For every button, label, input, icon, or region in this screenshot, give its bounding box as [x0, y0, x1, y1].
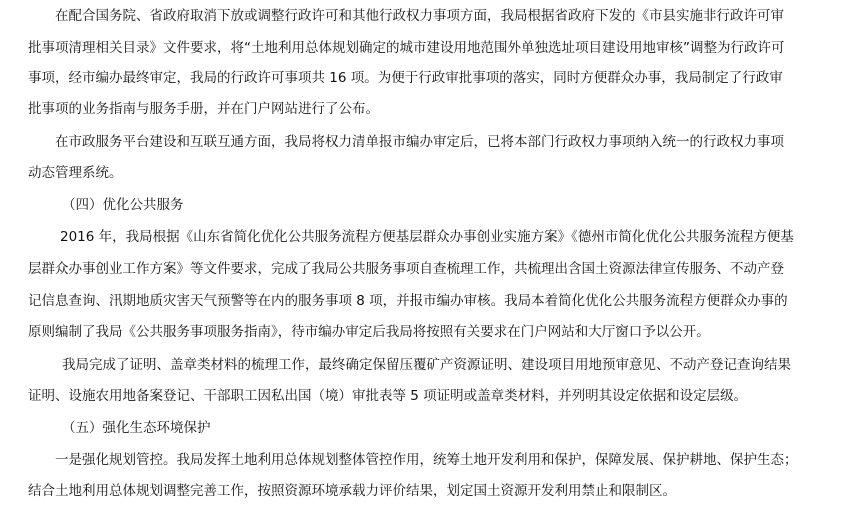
paragraph-line: 结合土地利用总体规划调整完善工作，按照资源环境承载力评价结果，划定国土资源开发利用禁止和限制区。: [28, 483, 676, 499]
paragraph-line: 原则编制了我局《公共服务事项服务指南》，待市编办审定后我局将按照有关要求在门户网站和大厅窗口予以公开。: [28, 324, 710, 340]
paragraph-line: 我局完成了证明、盖章类材料的梳理工作，最终确定保留压覆矿产资源证明、建设项目用地预审意见、不动产登记查询结果: [62, 357, 791, 373]
paragraph-line: 证明、设施农用地备案登记、干部职工因私出国（境）审批表等 5 项证明或盖章类材料，并列明其设定依据和设定层级。: [28, 388, 748, 404]
paragraph-line: 动态管理系统。: [28, 165, 123, 181]
section-heading: （四）优化公共服务: [62, 197, 184, 213]
paragraph-line: 批事项清理相关目录》文件要求，将“土地利用总体规划确定的城市建设用地范围外单独选址项目建设用地审核”调整为行政许可: [28, 40, 785, 56]
section-heading: （五）强化生态环境保护: [62, 420, 211, 436]
paragraph-line: 在配合国务院、省政府取消下放或调整行政许可和其他行政权力事项方面，我局根据省政府下发的《市县实施非行政许可审: [55, 8, 784, 24]
paragraph-line: 一是强化规划管控。我局发挥土地利用总体规划整体管控作用，统筹土地开发利用和保护，保障发展、保护耕地、保护生态；: [55, 452, 798, 468]
paragraph-line: 在市政服务平台建设和互联互通方面，我局将权力清单报市编办审定后，已将本部门行政权力事项纳入统一的行政权力事项: [55, 134, 784, 150]
paragraph-line: 2016 年，我局根据《山东省简化优化公共服务流程方便基层群众办事创业实施方案》《德州市简化优化公共服务流程方便基: [60, 229, 794, 245]
paragraph-line: 批事项的业务指南与服务手册，并在门户网站进行了公布。: [28, 101, 379, 117]
paragraph-line: 层群众办事创业工作方案》等文件要求，完成了我局公共服务事项自查梳理工作，共梳理出含国土资源法律宣传服务、不动产登: [28, 261, 784, 277]
paragraph-line: 记信息查询、汛期地质灾害天气预警等在内的服务事项 8 项，并报市编办审核。我局本着简化优化公共服务流程方便群众办事的: [28, 293, 788, 309]
paragraph-line: 事项，经市编办最终审定，我局的行政许可事项共 16 项。为便于行政审批事项的落实，同时方便群众办事，我局制定了行政审: [28, 70, 783, 86]
